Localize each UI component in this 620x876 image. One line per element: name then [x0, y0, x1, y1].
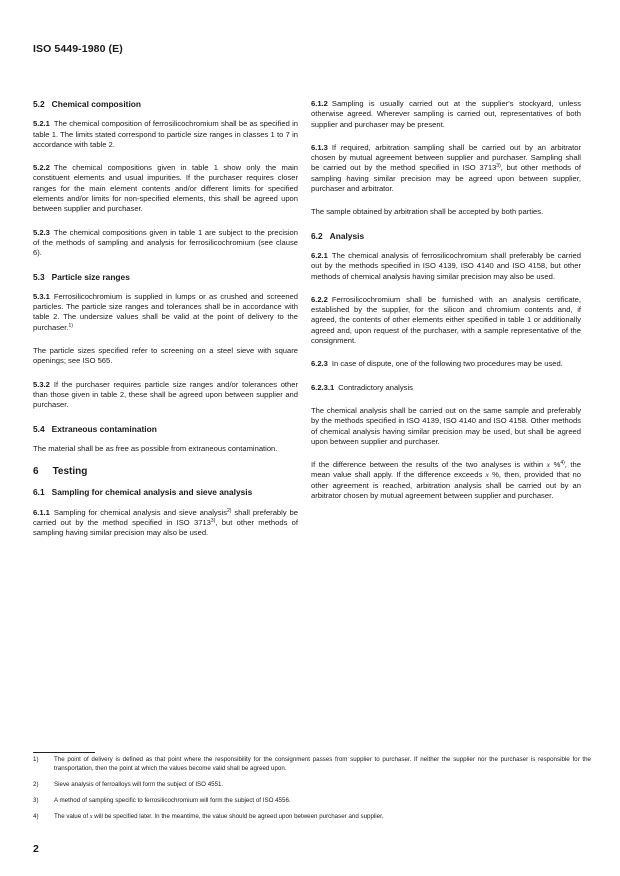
section-heading-6: 6 Testing [33, 466, 88, 478]
footnote-1: 1) The point of delivery is defined as that point where the responsibility for the consignment passes from supplier to purchaser. If neither the supplier nor the purchaser is responsible for the transportation, then the point at which the values become valid shall be agreed upon. [33, 756, 591, 772]
footnote-ref[interactable]: 3) [210, 518, 216, 525]
footnote-4: 4) The value of x will be specified later. In the meantime, the value should be agreed upon between purchaser and supplier. [33, 813, 384, 820]
clause-5-3-1-note: The particle sizes specified refer to screening on a steel sieve with square openings; see ISO 565. [33, 346, 298, 366]
document-header: ISO 5449-1980 (E) [33, 43, 123, 55]
section-heading-5-3: 5.3 Particle size ranges [33, 271, 130, 282]
footnote-ref[interactable]: 3) [496, 163, 501, 170]
clause-6-2-2: 6.2.2 Ferrosilicochromium shall be furnished with an analysis certificate, established by the supplier, for the silicon and chromium contents and, if agreed, the contents of other elements either specified in table 1 or additionally agreed and, upon request of the purchaser, with a sample representative of the consignment. [311, 294, 581, 346]
footnote-ref[interactable]: 4) [560, 460, 565, 467]
clause-5-3-2: 5.3.2 If the purchaser requires particle size ranges and/or tolerances other than those given in table 2, these shall be agreed upon between supplier and purchaser. [33, 379, 298, 410]
clause-6-1-2: 6.1.2 Sampling is usually carried out at the supplier's stockyard, unless otherwise agreed. Wherever sampling is carried out, representatives of both supplier and purchaser may be present. [311, 99, 581, 129]
section-heading-5-2: 5.2 Chemical composition [33, 99, 142, 109]
section-heading-6-1: 6.1 Sampling for chemical analysis and sieve analysis [33, 487, 253, 498]
section-heading-5-4: 5.4 Extraneous contamination [33, 423, 157, 434]
subclause-heading-6-2-3-1: 6.2.3.1 Contradictory analysis [311, 382, 413, 392]
clause-5-3-1: 5.3.1 Ferrosilicochromium is supplied in lumps or as crushed and screened particles. The particle size ranges and tolerances shall be in accordance with table 2. The undersize values shall be valid at the point of delivery to the purchaser.$^{1)}$ [33, 291, 298, 332]
clause-5-2-3: 5.2.3 The chemical compositions given in table 1 are subject to the precision of the methods of sampling and analysis for ferrosilicochromium (see clause 6). [33, 227, 298, 258]
footnotes [33, 755, 591, 828]
left-column [33, 99, 298, 552]
clause-5-2-2: 5.2.2 The chemical compositions given in table 1 show only the main constituent elements and usual impurities. If the purchaser requires closer ranges for the main element contents and/or different limits for specified elements and/or limits for non-specified elements, this shall be agreed upon between supplier and purchaser. [33, 163, 298, 214]
clause-5-4: The material shall be as free as possible from extraneous contamination. [33, 443, 278, 453]
footnote-divider [33, 752, 95, 753]
footnote-3: 3) A method of sampling specific to ferrosilicochromium will form the subject of ISO 4556. [33, 797, 291, 804]
right-column [311, 99, 581, 514]
clause-6-2-3: 6.2.3 In case of dispute, one of the following two procedures may be used. [311, 359, 563, 369]
clause-6-2-3-1-a: The chemical analysis shall be carried out on the same sample and preferably by the methods specified in ISO 4139, ISO 4140 and ISO 4158. Other methods of chemical analysis having similar precision may be used, but shall be agreed upon between supplier and purchaser. [311, 405, 581, 446]
footnote-ref[interactable]: 2) [227, 507, 232, 514]
page-number: 2 [33, 843, 39, 855]
clause-6-2-3-1-b: If the difference between the results of the two analyses is within x %$^{4)}$, the mean value shall apply. If the difference exceeds x %, then, provided that no other agreement is reached, arbitration analysis shall be carried out by an arbitrator chosen by mutual agreement between supplier and purchaser. [311, 460, 581, 501]
footnote-2: 2) Sieve analysis of ferroalloys will form the subject of ISO 4551. [33, 781, 224, 788]
clause-6-1-3: 6.1.3 If required, arbitration sampling shall be carried out by an arbitrator chosen by mutual agreement between supplier and purchaser. Sampling shall be carried out by the method specified in ISO 3713$^{3)}$, but other methods of sampling having similar precision may be agreed upon between supplier, purchaser and arbitrator. [311, 142, 581, 194]
clause-6-1-1: 6.1.1 Sampling for chemical analysis and sieve analysis$^{2)}$ shall preferably be carried out by the method specified in ISO 3713$^{3)}$, but other methods of sampling having similar precision may also be used. [33, 507, 298, 538]
footnote-ref[interactable]: 1) [68, 322, 73, 329]
section-heading-6-2: 6.2 Analysis [311, 230, 365, 241]
clause-6-2-1: 6.2.1 The chemical analysis of ferrosilicochromium shall preferably be carried out by the methods specified in ISO 4139, ISO 4140 and ISO 4158, but other methods of chemical analysis having similar precision may also be used. [311, 250, 581, 281]
clause-5-2-1: 5.2.1 The chemical composition of ferrosilicochromium shall be as specified in table 1. The limits stated correspond to particle size ranges in classes 1 to 7 in accordance with table 2. [33, 119, 298, 149]
clause-6-1-3-note: The sample obtained by arbitration shall be accepted by both parties. [311, 207, 544, 217]
